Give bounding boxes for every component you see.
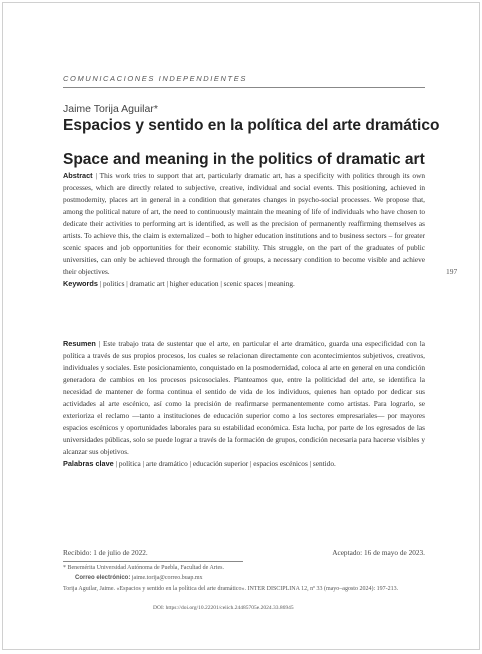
submission-dates — [63, 548, 425, 557]
resumen-label: Resumen — [63, 339, 96, 348]
abstract-block — [63, 170, 425, 290]
received-date: Recibido: 1 de julio de 2022. — [63, 548, 148, 557]
abstract-text: | This work tries to support that art, particularly dramatic art, has a specificity with politics through its own processes, which are directly related to subjective, creative, individual and social events. This positioning, achieved in postmodernity, places art in general in a condition that generates changes in psycho-social processes. We propose that, among the political nature of art, the need to continuously maintain the meaning of life of individuals who have chosen to dedicate their activities to performing art is identified, as well as the precision of permanently reaffirming themselves as artists. To achieve this, the claim is externalized – both to higher education institutions and to business sectors – for greater scenic spaces and job opportunities for their economic stability. This struggle, on the part of the graduates of public universities, can only be achieved through the formation of groups, a necessary condition to become visible and achieve their objectives. — [63, 171, 425, 276]
page-number: 197 — [446, 267, 458, 276]
resumen-block — [63, 338, 425, 470]
footnote-rule — [63, 561, 243, 562]
email-line — [75, 574, 437, 583]
accepted-date: Aceptado: 16 de mayo de 2023. — [332, 548, 425, 557]
title-spanish: Espacios y sentido en la política del arte dramático — [63, 117, 440, 134]
abstract-label: Abstract — [63, 171, 93, 180]
keywords-label: Keywords — [63, 279, 98, 288]
resumen-text: | Este trabajo trata de sustentar que el arte, en particular el arte dramático, guarda una especificidad con la política a través de sus propios procesos, los cuales se relacionan directamente con acontecimientos subjetivos, creativos, individuales y sociales. Este posicionamiento, conquistado en la posmodernidad, coloca al arte en general en una condición generadora de cambios en los procesos psicosociales. Planteamos que, entre la politicidad del arte, se identifica la necesidad de mantener de forma continua el sentido de vida de los individuos, quienes han optado por dedicar sus actividades al arte escénico, así como la precisión de reafirmarse permanentemente como artistas. Para lograrlo, se exterioriza el reclamo —tanto a instituciones de educación superior como a los sectores empresariales— por mayores espacios escénicos y oportunidades laborales para su estabilidad económica. Esta lucha, por parte de los egresados de las universidades públicas, solo se puede lograr a través de la formación de grupos, condición necesaria para hacerse visibles y alcanzar sus objetivos. — [63, 339, 426, 456]
email-address[interactable]: jaime.torija@correo.buap.mx — [131, 575, 203, 581]
journal-page — [2, 2, 480, 650]
email-label: Correo electrónico: — [75, 575, 131, 581]
abstract-keywords — [63, 278, 425, 290]
citation-note: Torija Aguilar, Jaime. «Espacios y sentido en la política del arte dramático». INTER DISCIPLINA 12, nº 33 (mayo–agosto 2024): 197-213. — [63, 586, 399, 592]
palabras-clave-text: | política | arte dramático | educación superior | espacios escénicos | sentido. — [115, 459, 336, 468]
title-english: Space and meaning in the politics of dramatic art — [63, 151, 425, 168]
keywords-text: | politics | dramatic art | higher education | scenic spaces | meaning. — [99, 279, 295, 288]
resumen-keywords — [63, 458, 425, 470]
section-header: COMUNICACIONES INDEPENDIENTES — [63, 74, 247, 83]
doi-link[interactable]: DOI: https://doi.org/10.22201/ceiich.24485705e.2024.33.86945 — [153, 605, 294, 611]
palabras-clave-label: Palabras clave — [63, 459, 114, 468]
affiliation-note: * Benemérita Universidad Autónoma de Puebla, Facultad de Artes. — [63, 565, 224, 571]
header-rule — [63, 87, 425, 88]
author-name: Jaime Torija Aguilar* — [63, 103, 158, 115]
